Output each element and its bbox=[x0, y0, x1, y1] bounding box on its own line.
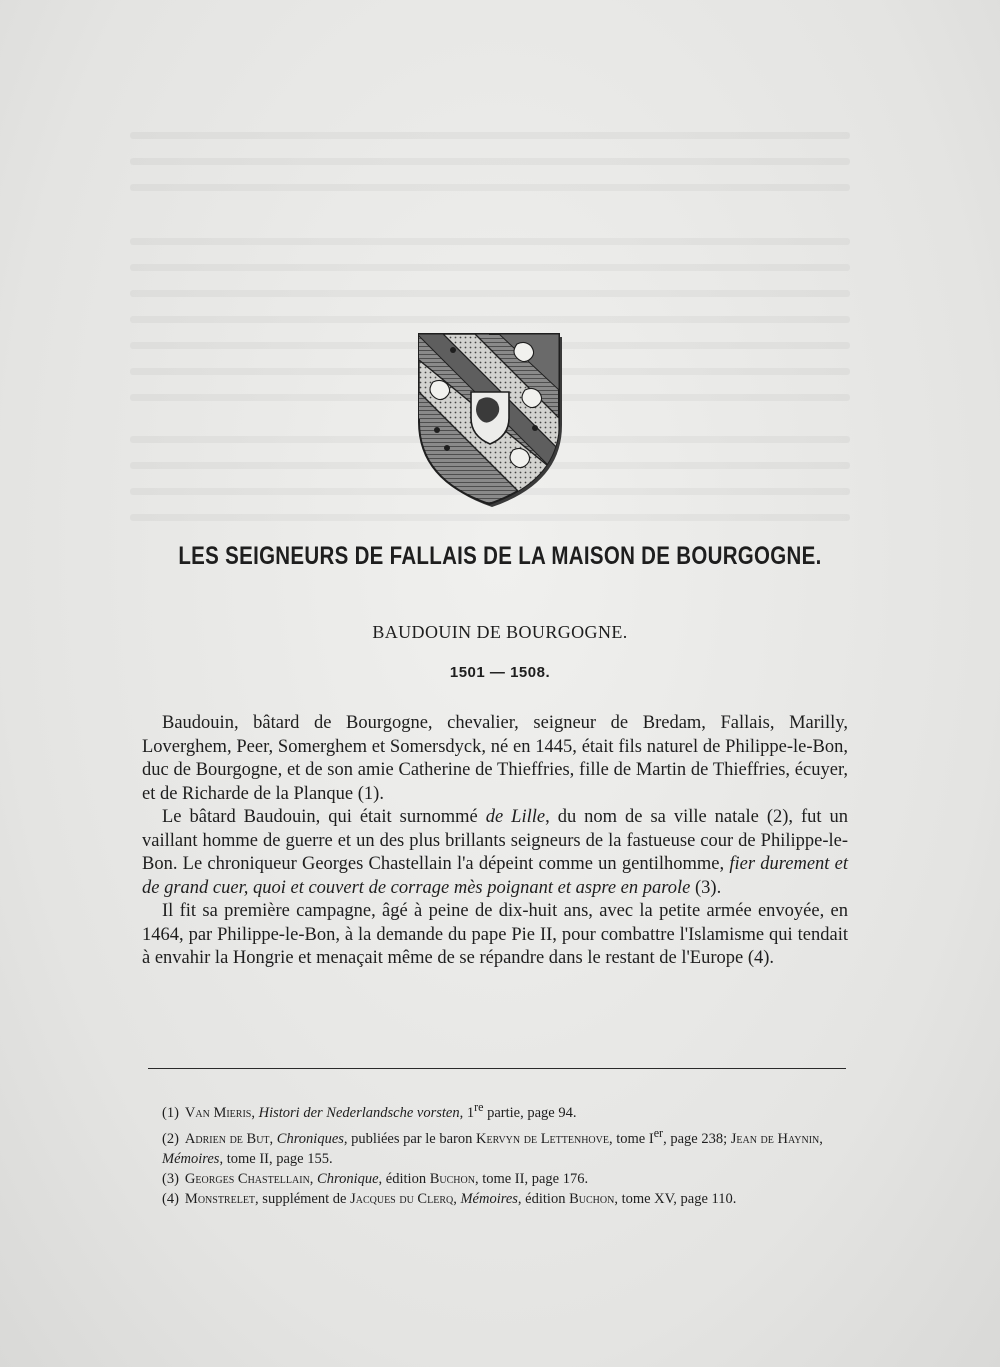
paragraph-2 bbox=[142, 806, 848, 900]
footnote-text: , page 238; bbox=[663, 1130, 731, 1147]
date-range: 1501 — 1508. bbox=[449, 664, 551, 681]
footnote-author: Jean de Haynin bbox=[730, 1130, 820, 1147]
footnote-text: , tome II, page 176. bbox=[474, 1170, 589, 1187]
bleed-through-line bbox=[130, 132, 850, 139]
paragraph-2-text: , du nom de sa ville natale (2), fut un vaillant homme de guerre et un des plus brillants seigneurs de la fastueuse cour de Philippe-le-Bon. Le chroniqueur Georges Chastellain l'a dépeint comme un gentilhomme, bbox=[142, 807, 849, 874]
footnote-2: (2) Adrien de But, Chroniques, publiées par le baron Kervyn de Lettenhove, tome Ier, page 238; Jean de Haynin, Mémoires, tome II, page 155. bbox=[162, 1125, 823, 1167]
footnote-author: Georges Chastellain bbox=[184, 1170, 310, 1187]
footnote-author: Adrien de But bbox=[184, 1130, 270, 1147]
footnote-number: (4) bbox=[162, 1190, 179, 1207]
bleed-through-line bbox=[130, 238, 850, 245]
bleed-through-line bbox=[130, 290, 850, 297]
footnote-superscript: er bbox=[653, 1125, 664, 1140]
bleed-through-line bbox=[130, 316, 850, 323]
footnote-text: , bbox=[453, 1190, 461, 1207]
footnotes bbox=[162, 1097, 847, 1209]
footnote-text: , tome XV, page 110. bbox=[614, 1190, 737, 1207]
bleed-through-line bbox=[130, 184, 850, 191]
footnote-text: , tome I bbox=[608, 1130, 654, 1147]
footnote-1: (1) Van Mieris, Histori der Nederlandsche vorsten, 1re partie, page 94. bbox=[162, 1100, 577, 1121]
paragraph-2-italic: de Lille bbox=[485, 807, 546, 827]
footnote-number: (3) bbox=[162, 1170, 179, 1187]
paragraph-1: Baudouin, bâtard de Bourgogne, chevalier, seigneur de Bredam, Fallais, Marilly, Loverghem, Peer, Somerghem et Somersdyck, né en 1445, était fils naturel de Philippe-le-Bon, duc de Bourgogne, et de son amie Catherine de Thieffries, fille de Martin de Thieffries, écuyer, et de Richarde de la Planque (1). bbox=[142, 713, 848, 804]
footnote-author: Van Mieris bbox=[184, 1104, 252, 1121]
footnote-text: , publiées par le baron bbox=[343, 1130, 476, 1147]
bleed-through-line bbox=[130, 158, 850, 165]
footnote-4 bbox=[162, 1189, 847, 1209]
footnote-title: Histori der Nederlandsche vorsten bbox=[258, 1104, 460, 1121]
footnote-author: Monstrelet bbox=[184, 1190, 256, 1207]
footnote-author: Buchon bbox=[569, 1190, 615, 1207]
footnote-number: (1) bbox=[162, 1104, 179, 1121]
footnote-author: Buchon bbox=[429, 1170, 475, 1187]
coat-of-arms-icon bbox=[413, 330, 565, 508]
footnote-divider bbox=[148, 1068, 846, 1069]
body-text bbox=[142, 712, 848, 971]
footnote-title: Mémoires bbox=[162, 1150, 220, 1167]
paragraph-2-text: Le bâtard Baudouin, qui était surnommé bbox=[162, 807, 478, 827]
footnote-number: (2) bbox=[162, 1130, 179, 1147]
section-subtitle: BAUDOUIN DE BOURGOGNE. bbox=[372, 622, 628, 642]
footnote-title: Chronique bbox=[317, 1170, 379, 1187]
footnote-text: , édition bbox=[517, 1190, 570, 1207]
footnote-author: Kervyn de Lettenhove bbox=[476, 1130, 609, 1147]
footnote-ref: (3). bbox=[695, 877, 722, 898]
footnote-superscript: re bbox=[474, 1100, 484, 1114]
bleed-through-line bbox=[130, 514, 850, 521]
bleed-through-line bbox=[130, 264, 850, 271]
paragraph-2-quote: fier durement et de grand cuer, quoi et couvert de corrage mès poignant et aspre en parole bbox=[142, 854, 848, 898]
footnote-title: Chroniques bbox=[276, 1130, 344, 1147]
footnote-title: Mémoires bbox=[460, 1190, 518, 1207]
footnote-text: , tome II, page 155. bbox=[219, 1150, 333, 1167]
paragraph-3: Il fit sa première campagne, âgé à peine de dix-huit ans, avec la petite armée envoyée, en 1464, par Philippe-le-Bon, à la demande du pape Pie II, pour combattre l'Islamisme qui tendait à envahir la Hongrie et menaçait même de se répandre dans le restant de l'Europe (4). bbox=[142, 901, 848, 968]
footnote-text: , édition bbox=[378, 1170, 430, 1187]
footnote-3: (3) Georges Chastellain, Chronique, édition Buchon, tome II, page 176. bbox=[162, 1170, 589, 1187]
footnote-text: , 1 bbox=[459, 1104, 475, 1121]
footnote-text: partie, page 94. bbox=[483, 1104, 577, 1121]
page-title: LES SEIGNEURS DE FALLAIS DE LA MAISON DE BOURGOGNE. bbox=[178, 542, 822, 571]
footnote-author: Jacques du Clerq bbox=[350, 1190, 454, 1207]
footnote-text: , supplément de bbox=[255, 1190, 351, 1207]
